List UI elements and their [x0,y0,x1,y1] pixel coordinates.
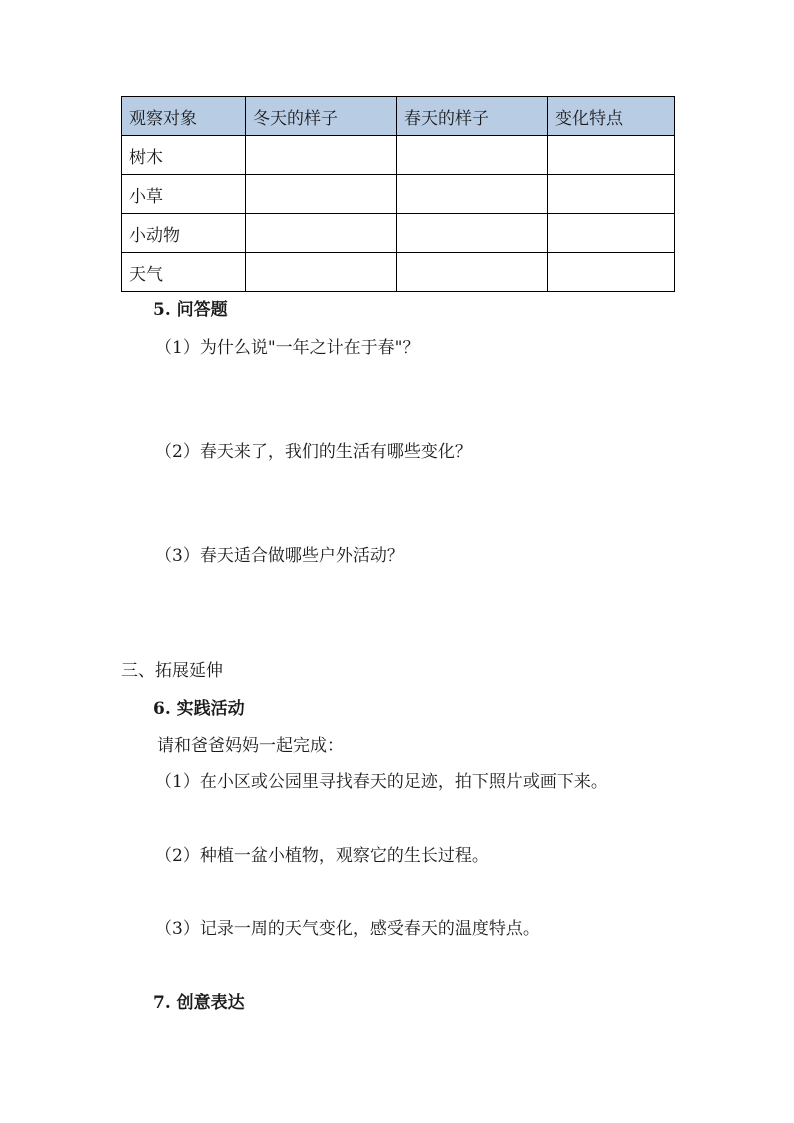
table-row [122,253,675,292]
header-cell: 春天的样子 [397,97,548,136]
answer-cell[interactable] [246,214,397,253]
table-row [122,136,675,175]
answer-cell[interactable] [246,175,397,214]
answer-cell[interactable] [548,214,675,253]
q6-item-2: （2）种植一盆小植物，观察它的生长过程。 [155,846,489,866]
q7-title: 7. 创意表达 [153,993,245,1013]
answer-cell[interactable] [397,214,548,253]
q5-item-1: （1）为什么说"一年之计在于春"？ [155,338,420,358]
row-label-cell: 天气 [122,253,246,292]
section-3-title: 三、拓展延伸 [121,661,223,681]
row-label-cell: 树木 [122,136,246,175]
answer-cell[interactable] [548,136,675,175]
table-row [122,175,675,214]
q6-title: 6. 实践活动 [153,699,245,719]
q5-item-3: （3）春天适合做哪些户外活动？ [155,546,404,566]
q6-intro: 请和爸爸妈妈一起完成： [157,736,344,756]
answer-cell[interactable] [246,136,397,175]
row-label-cell: 小动物 [122,214,246,253]
answer-cell[interactable] [397,253,548,292]
answer-cell[interactable] [548,253,675,292]
answer-cell[interactable] [397,175,548,214]
answer-cell[interactable] [397,136,548,175]
q6-item-1: （1）在小区或公园里寻找春天的足迹，拍下照片或画下来。 [155,772,608,792]
table-header-row [122,97,675,136]
header-cell: 冬天的样子 [246,97,397,136]
q5-item-2: （2）春天来了，我们的生活有哪些变化？ [155,442,472,462]
answer-cell[interactable] [548,175,675,214]
table-row [122,214,675,253]
q6-item-3: （3）记录一周的天气变化，感受春天的温度特点。 [155,919,540,939]
answer-cell[interactable] [246,253,397,292]
row-label-cell: 小草 [122,175,246,214]
observation-table [121,96,675,292]
header-cell: 观察对象 [122,97,246,136]
header-cell: 变化特点 [548,97,675,136]
q5-title: 5. 问答题 [153,300,228,320]
